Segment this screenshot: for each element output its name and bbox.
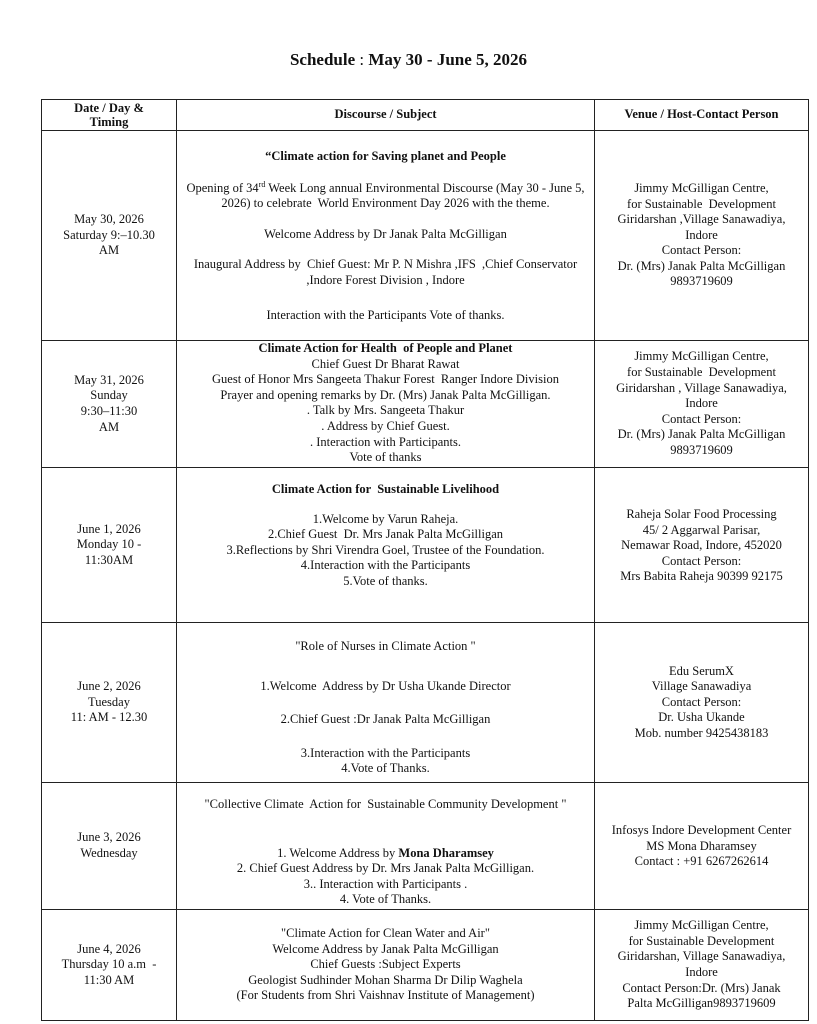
- subject-line: 3.Reflections by Shri Virendra Goel, Trustee of the Foundation.: [226, 542, 545, 557]
- venue-cell: [595, 131, 809, 341]
- subject-line: 2. Chief Guest Address by Dr. Mrs Janak Palta McGilligan.: [236, 861, 535, 876]
- date-cell: [42, 783, 177, 910]
- venue-line: Giridarshan , Village Sanawadiya,: [616, 380, 787, 395]
- subject-line: Prayer and opening remarks by Dr. (Mrs) Janak Palta McGilligan.: [220, 387, 551, 402]
- session-heading: Climate Action for Health of People and Planet: [258, 341, 513, 355]
- session-heading: Climate Action for Sustainable Livelihood: [271, 482, 500, 496]
- page-title: [0, 50, 817, 70]
- subject-line: . Talk by Mrs. Sangeeta Thakur: [306, 403, 465, 418]
- date-line: AM: [98, 419, 120, 434]
- table-row: [42, 783, 809, 910]
- date-cell: [42, 341, 177, 468]
- venue-line: Palta McGilligan9893719609: [627, 996, 776, 1011]
- venue-line: Mob. number 9425438183: [634, 725, 769, 740]
- date-line: Thursday 10 a.m -: [61, 957, 157, 972]
- venue-line: Contact : +91 6267262614: [634, 854, 769, 869]
- venue-line: Edu SerumX: [669, 663, 734, 678]
- venue-cell: [595, 468, 809, 623]
- session-heading: "Collective Climate Action for Sustainable Community Development ": [204, 797, 567, 811]
- date-line: 11: AM - 12.30: [70, 710, 148, 725]
- subject-line: 2.Chief Guest :Dr Janak Palta McGilligan: [280, 712, 491, 727]
- subject-line: . Interaction with Participants.: [309, 434, 461, 449]
- subject-line: Opening of 34rd Week Long annual Environmental Discourse (May 30 - June 5, 2026) to celebrate World Environment Day 2026 with the theme.: [186, 179, 588, 211]
- venue-line: Dr. Usha Ukande: [658, 710, 745, 725]
- venue-line: MS Mona Dharamsey: [646, 838, 757, 853]
- date-line: June 2, 2026: [77, 679, 141, 694]
- subject-line: Chief Guests :Subject Experts: [310, 957, 461, 972]
- subject-cell: [177, 341, 595, 468]
- date-line: May 30, 2026: [74, 212, 144, 227]
- subject-cell: [177, 783, 595, 910]
- subject-line: Guest of Honor Mrs Sangeeta Thakur Forest Ranger Indore Division: [212, 372, 559, 387]
- venue-line: 9893719609: [670, 274, 733, 289]
- venue-line: Jimmy McGilligan Centre,: [634, 918, 769, 933]
- venue-line: Dr. (Mrs) Janak Palta McGilligan: [617, 258, 786, 273]
- date-line: Tuesday: [88, 694, 130, 709]
- subject-cell: [177, 623, 595, 783]
- date-cell: [42, 623, 177, 783]
- schedule-table: [41, 99, 809, 1021]
- venue-cell: [595, 910, 809, 1021]
- date-line: Sunday: [90, 388, 128, 403]
- subject-line: Chief Guest Dr Bharat Rawat: [311, 356, 460, 371]
- subject-cell: [177, 131, 595, 341]
- subject-line: 1.Welcome by Varun Raheja.: [312, 511, 459, 526]
- venue-line: Contact Person:Dr. (Mrs) Janak: [622, 980, 781, 995]
- date-cell: [42, 131, 177, 341]
- venue-line: Raheja Solar Food Processing: [626, 507, 777, 521]
- venue-line: Mrs Babita Raheja 90399 92175: [620, 569, 783, 584]
- table-row: [42, 131, 809, 341]
- venue-line: Dr. (Mrs) Janak Palta McGilligan: [617, 427, 786, 442]
- header-row: [42, 100, 809, 131]
- subject-line: 4.Interaction with the Participants: [300, 558, 471, 573]
- subject-line: 3.Interaction with the Participants: [300, 745, 471, 760]
- subject-line: Interaction with the Participants Vote of thanks.: [266, 307, 505, 322]
- venue-line: Indore: [685, 396, 718, 411]
- venue-line: Village Sanawadiya: [651, 679, 752, 694]
- venue-line: Infosys Indore Development Center: [611, 823, 792, 837]
- venue-line: Contact Person:: [661, 411, 742, 426]
- title-label: Schedule: [289, 50, 356, 69]
- venue-line: for Sustainable Development: [628, 933, 775, 948]
- date-line: AM: [98, 243, 120, 258]
- subject-line: Geologist Sudhinder Mohan Sharma Dr Dilip Waghela: [248, 972, 523, 987]
- date-cell: [42, 910, 177, 1021]
- venue-cell: [595, 623, 809, 783]
- subject-line: (For Students from Shri Vaishnav Institute of Management): [236, 988, 535, 1003]
- subject-line: . Address by Chief Guest.: [321, 418, 450, 433]
- subject-line: 1.Welcome Address by Dr Usha Ukande Director: [260, 678, 511, 693]
- table-row: [42, 623, 809, 783]
- table-row: [42, 341, 809, 468]
- venue-line: Giridarshan, Village Sanawadiya,: [617, 949, 786, 964]
- subject-cell: [177, 468, 595, 623]
- venue-line: Giridarshan ,Village Sanawadiya,: [617, 212, 786, 227]
- header-date: Date / Day & Timing: [42, 100, 177, 131]
- table-row: [42, 468, 809, 623]
- venue-line: 9893719609: [670, 442, 733, 457]
- date-line: June 4, 2026: [77, 941, 141, 956]
- venue-line: 45/ 2 Aggarwal Parisar,: [642, 522, 761, 537]
- venue-line: Jimmy McGilligan Centre,: [634, 349, 769, 364]
- venue-line: Contact Person:: [661, 243, 742, 258]
- venue-line: Contact Person:: [661, 553, 742, 568]
- date-line: Saturday 9:–10.30: [63, 227, 155, 242]
- subject-cell: [177, 910, 595, 1021]
- venue-cell: [595, 341, 809, 468]
- session-heading: "Role of Nurses in Climate Action ": [295, 639, 476, 653]
- date-line: June 3, 2026: [77, 830, 141, 845]
- date-line: June 1, 2026: [77, 521, 141, 536]
- subject-line: 5.Vote of thanks.: [343, 573, 428, 588]
- subject-line: 2.Chief Guest Dr. Mrs Janak Palta McGilligan: [267, 527, 504, 542]
- date-line: 11:30AM: [84, 552, 134, 567]
- date-cell: [42, 468, 177, 623]
- header-subject: Discourse / Subject: [177, 100, 595, 131]
- title-range: May 30 - June 5, 2026: [368, 50, 528, 69]
- subject-line: 1. Welcome Address by Mona Dharamsey: [277, 845, 494, 860]
- subject-line: 3.. Interaction with Participants .: [303, 876, 468, 891]
- title-colon: :: [359, 50, 365, 69]
- venue-line: for Sustainable Development: [627, 365, 776, 380]
- date-line: Monday 10 -: [76, 537, 142, 552]
- subject-line: Vote of thanks: [349, 450, 422, 465]
- subject-line: Welcome Address by Dr Janak Palta McGilligan: [264, 226, 507, 241]
- venue-cell: [595, 783, 809, 910]
- session-heading: “Climate action for Saving planet and People: [265, 149, 506, 163]
- subject-line: 4. Vote of Thanks.: [339, 892, 432, 907]
- date-line: May 31, 2026: [74, 372, 144, 387]
- date-line: Wednesday: [80, 846, 138, 860]
- venue-line: Indore: [685, 227, 718, 242]
- date-line: 9:30–11:30: [80, 404, 138, 418]
- venue-line: Contact Person:: [661, 694, 742, 709]
- subject-line: Welcome Address by Janak Palta McGilligan: [272, 941, 499, 956]
- subject-line: Inaugural Address by Chief Guest: Mr P. N Mishra ,IFS ,Chief Conservator ,Indore Forest Division , Indore: [193, 257, 581, 287]
- venue-line: Jimmy McGilligan Centre,: [634, 180, 769, 195]
- date-line: 11:30 AM: [83, 972, 135, 987]
- header-venue: Venue / Host-Contact Person: [595, 100, 809, 131]
- venue-line: for Sustainable Development: [627, 196, 776, 211]
- table-row: [42, 910, 809, 1021]
- venue-line: Indore: [685, 965, 718, 979]
- subject-line: 4.Vote of Thanks.: [341, 761, 430, 776]
- venue-line: Nemawar Road, Indore, 452020: [621, 538, 782, 553]
- subject-line: "Climate Action for Clean Water and Air": [281, 926, 490, 941]
